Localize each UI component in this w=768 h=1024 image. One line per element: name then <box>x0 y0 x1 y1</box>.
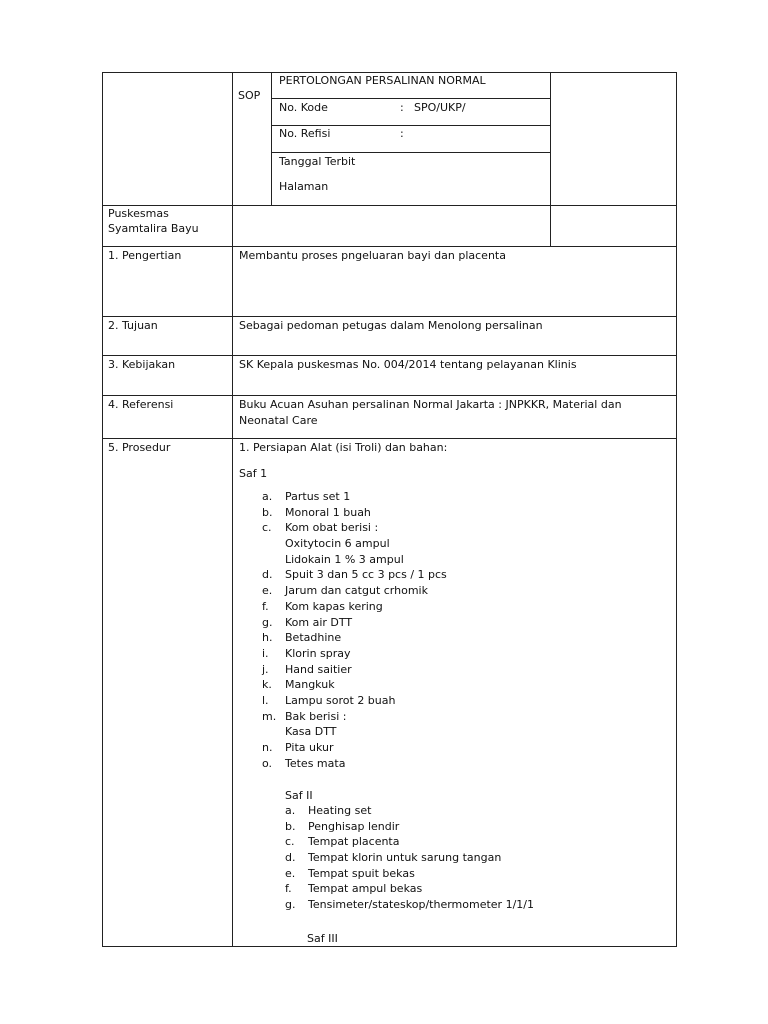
list-item-text: Tempat ampul bekas <box>308 882 423 896</box>
row-divider <box>102 205 677 206</box>
list-marker: j. <box>262 662 269 676</box>
list-item-text: Klorin spray <box>285 646 351 660</box>
list-marker: n. <box>262 741 273 754</box>
refisi-separator: : <box>400 127 404 140</box>
list-item-text: Tempat klorin untuk sarung tangan <box>308 851 502 865</box>
column-divider <box>271 72 272 206</box>
list-marker: b. <box>285 819 296 833</box>
list-item-text: Hand saitier <box>285 662 352 676</box>
list-marker: a. <box>285 804 296 817</box>
list-marker: e. <box>285 866 296 880</box>
table-border-bottom <box>102 946 677 947</box>
prosedur-intro: 1. Persiapan Alat (isi Troli) dan bahan: <box>239 441 448 454</box>
list-item-text: Partus set 1 <box>285 490 351 503</box>
list-item-text: Tetes mata <box>285 756 346 770</box>
row-divider <box>102 316 677 317</box>
refisi-label: No. Refisi <box>279 127 331 140</box>
list-marker: b. <box>262 505 273 519</box>
list-item-text: Betadhine <box>285 631 342 645</box>
column-divider <box>232 72 233 947</box>
list-item-text: Kom air DTT <box>285 615 353 629</box>
list-marker: d. <box>285 851 296 865</box>
list-item-text: Lampu sorot 2 buah <box>285 693 396 707</box>
list-item-text: Jarum dan catgut crhomik <box>285 584 428 598</box>
list-marker: i. <box>262 646 269 660</box>
row-divider <box>271 98 551 99</box>
kebijakan-label: 3. Kebijakan <box>108 358 176 371</box>
list-marker: m. <box>262 709 277 723</box>
sop-label: SOP <box>238 89 261 102</box>
row-divider <box>102 438 677 439</box>
row-divider <box>102 246 677 247</box>
list-marker: e. <box>262 584 273 598</box>
list-item-text: Tensimeter/stateskop/thermometer 1/1/1 <box>308 898 534 912</box>
list-marker: a. <box>262 490 273 503</box>
list-marker: g. <box>262 615 273 629</box>
row-divider <box>102 355 677 356</box>
saf3-heading: Saf III <box>307 932 338 945</box>
kebijakan-text: SK Kepala puskesmas No. 004/2014 tentang pelayanan Klinis <box>239 358 577 371</box>
saf2-heading: Saf II <box>285 789 313 802</box>
row-divider <box>271 152 551 153</box>
list-item-text: Oxitytocin 6 ampul <box>285 537 390 551</box>
list-item-text: Tempat placenta <box>308 835 400 849</box>
kode-separator: : <box>400 101 404 114</box>
list-marker: l. <box>262 693 269 707</box>
list-item-text: Bak berisi : <box>285 709 347 723</box>
list-item-text: Lidokain 1 % 3 ampul <box>285 552 404 566</box>
prosedur-label: 5. Prosedur <box>108 441 171 454</box>
referensi-text-line2: Neonatal Care <box>239 414 318 427</box>
kode-value: SPO/UKP/ <box>414 101 466 114</box>
list-marker: c. <box>285 835 295 849</box>
org-name-line1: Puskesmas <box>108 207 169 220</box>
list-item-text: Tempat spuit bekas <box>308 866 415 880</box>
list-item-text: Monoral 1 buah <box>285 505 371 519</box>
list-item-text: Heating set <box>308 804 372 817</box>
pengertian-label: 1. Pengertian <box>108 249 182 262</box>
list-marker: k. <box>262 678 272 692</box>
list-marker: o. <box>262 756 273 770</box>
list-item-text: Spuit 3 dan 5 cc 3 pcs / 1 pcs <box>285 568 447 582</box>
referensi-label: 4. Referensi <box>108 398 174 411</box>
list-item-text: Kom kapas kering <box>285 599 383 613</box>
tanggal-terbit-label: Tanggal Terbit <box>279 155 356 168</box>
row-divider <box>102 395 677 396</box>
list-marker: g. <box>285 898 296 912</box>
tujuan-text: Sebagai pedoman petugas dalam Menolong persalinan <box>239 319 543 332</box>
document-title: PERTOLONGAN PERSALINAN NORMAL <box>279 74 486 87</box>
list-item-text: Kom obat berisi : <box>285 521 379 535</box>
list-marker: c. <box>262 521 272 535</box>
list-item-text: Mangkuk <box>285 678 335 692</box>
list-item-text: Pita ukur <box>285 741 334 754</box>
pengertian-text: Membantu proses pngeluaran bayi dan placenta <box>239 249 506 262</box>
list-marker: f. <box>262 599 269 613</box>
table-border-left <box>102 72 103 947</box>
table-border-right <box>676 72 677 947</box>
list-marker: f. <box>285 882 292 896</box>
kode-label: No. Kode <box>279 101 328 114</box>
tujuan-label: 2. Tujuan <box>108 319 158 332</box>
referensi-text-line1: Buku Acuan Asuhan persalinan Normal Jakarta : JNPKKR, Material dan <box>239 398 622 411</box>
saf1-heading: Saf 1 <box>239 467 268 480</box>
list-marker: d. <box>262 568 273 582</box>
list-item-text: Kasa DTT <box>285 725 337 739</box>
halaman-label: Halaman <box>279 180 329 193</box>
org-name-line2: Syamtalira Bayu <box>108 222 199 235</box>
list-marker: h. <box>262 631 273 645</box>
list-item-text: Penghisap lendir <box>308 819 400 833</box>
